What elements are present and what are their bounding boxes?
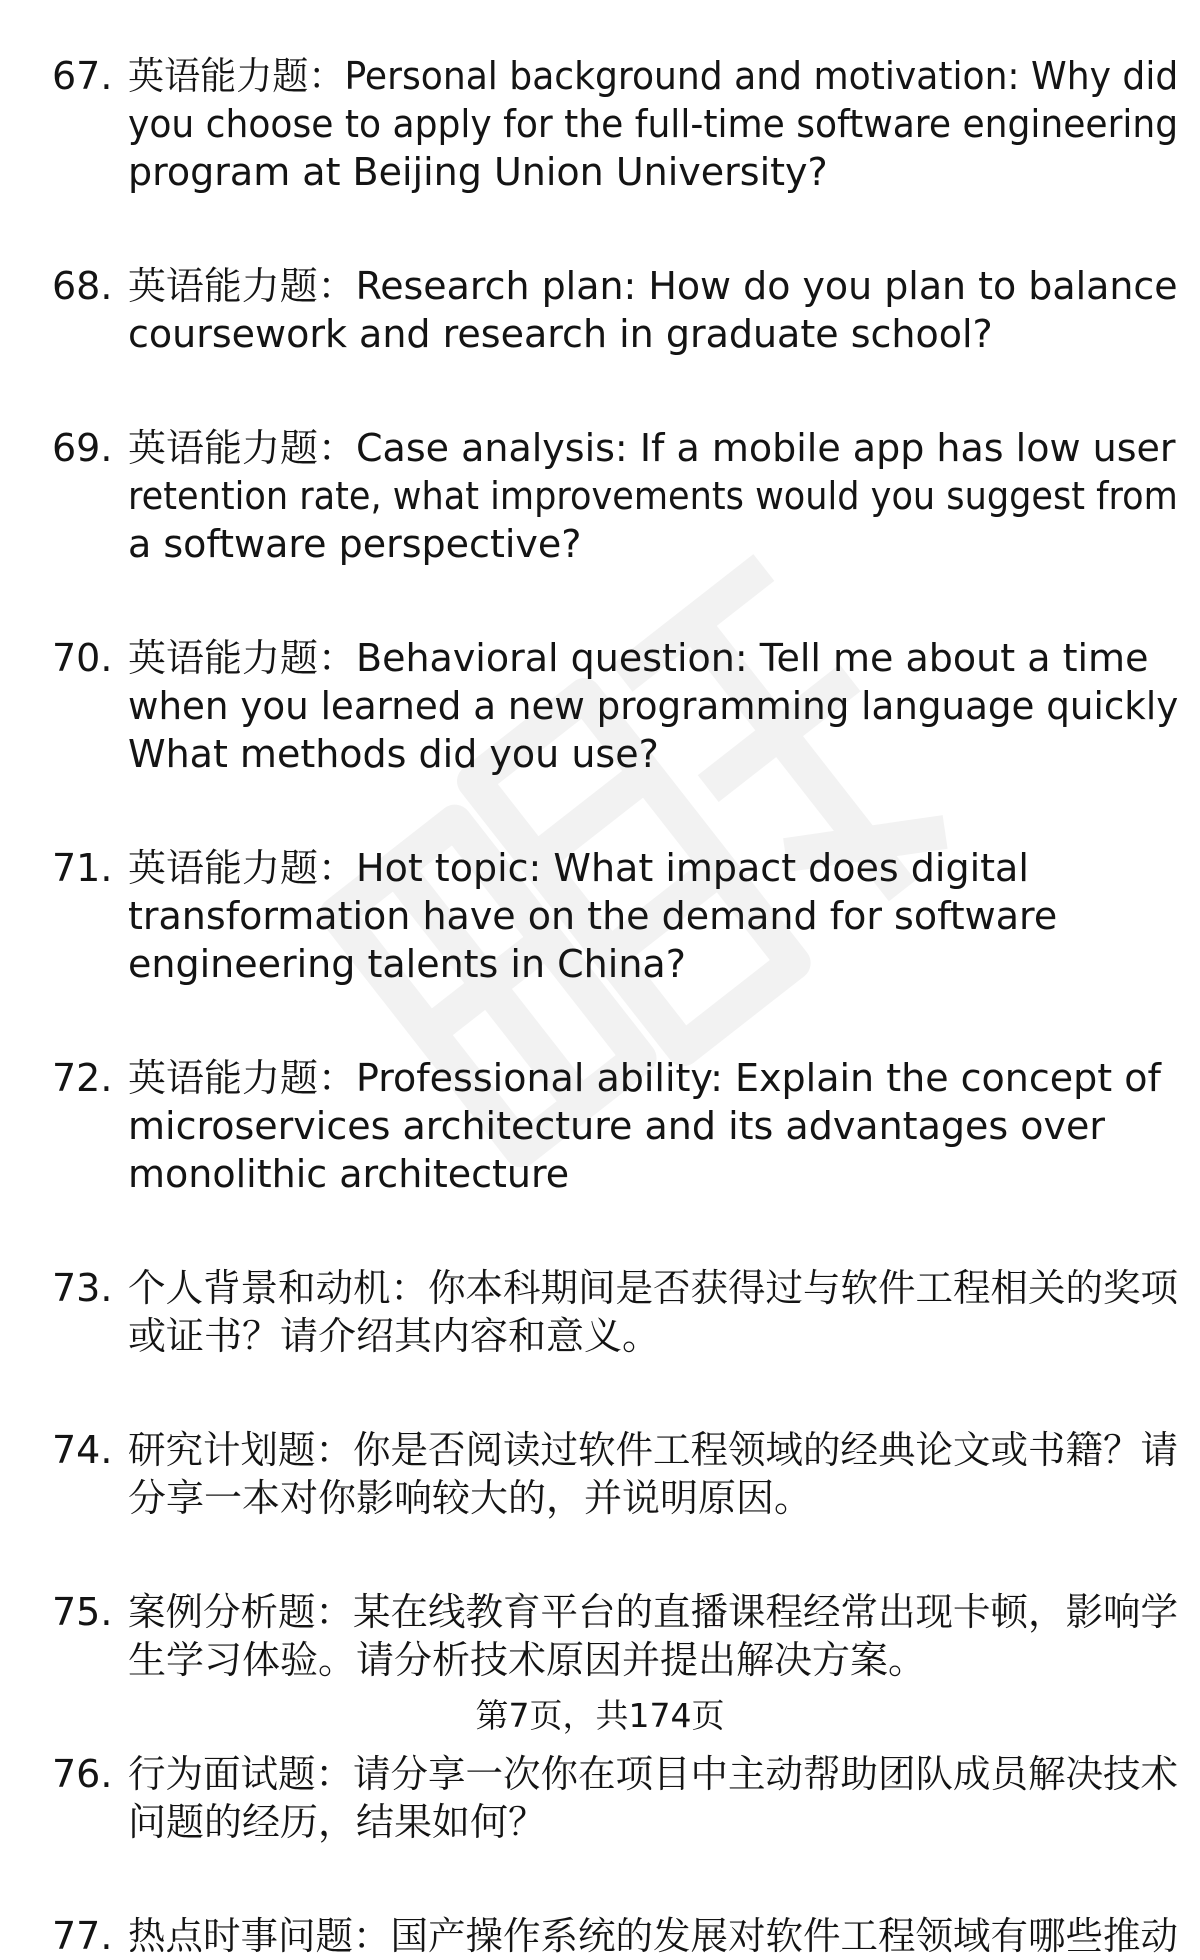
question-text	[128, 1912, 1178, 1960]
question-number: 70.	[52, 636, 113, 680]
question-text-line: What methods did you use?	[128, 732, 659, 776]
question-text-line: 行为面试题：请分享一次你在项目中主动帮助团队成员解决技术	[128, 1752, 1178, 1796]
question-number: 73.	[52, 1266, 113, 1310]
question-text-line: 研究计划题：你是否阅读过软件工程领域的经典论文或书籍？请	[128, 1428, 1178, 1472]
question-text	[128, 1264, 1178, 1360]
question-text-line: 热点时事问题：国产操作系统的发展对软件工程领域有哪些推动	[128, 1914, 1178, 1958]
question-text-line: 生学习体验。请分析技术原因并提出解决方案。	[128, 1638, 927, 1682]
question-text-line: a software perspective?	[128, 522, 582, 566]
question-text-line: program at Beijing Union University?	[128, 150, 828, 194]
question-text-line: monolithic architecture	[128, 1152, 570, 1196]
question-text-line: coursework and research in graduate school?	[128, 312, 993, 356]
question-text-line: 英语能力题：Hot topic: What impact does digital	[128, 846, 1029, 890]
question-number: 76.	[52, 1752, 113, 1796]
question-text	[128, 1054, 1178, 1198]
question-text	[128, 424, 1178, 568]
question-text-line: retention rate, what improvements would you suggest from	[128, 474, 1178, 518]
question-text-line: when you learned a new programming language quickly	[128, 684, 1179, 728]
question-text-line: microservices architecture and its advantages over	[128, 1104, 1105, 1148]
question-text-line: 个人背景和动机：你本科期间是否获得过与软件工程相关的奖项	[128, 1266, 1178, 1310]
question-text-line: 案例分析题：某在线教育平台的直播课程经常出现卡顿，影响学	[128, 1590, 1178, 1634]
question-number: 72.	[52, 1056, 113, 1100]
question-text	[128, 634, 1178, 778]
question-number: 77.	[52, 1914, 113, 1958]
question-text-line: engineering talents in China?	[128, 942, 686, 986]
question-number: 75.	[52, 1590, 113, 1634]
question-text	[128, 1750, 1178, 1846]
question-text-line: 问题的经历，结果如何？	[128, 1800, 547, 1844]
question-text	[128, 52, 1178, 196]
question-text	[128, 262, 1178, 358]
question-text-line: you choose to apply for the full-time software engineering	[128, 102, 1179, 146]
question-text-line: 分享一本对你影响较大的，并说明原因。	[128, 1476, 813, 1520]
question-text	[128, 844, 1178, 988]
question-text-line: 英语能力题：Behavioral question: Tell me about a time	[128, 636, 1149, 680]
question-number: 71.	[52, 846, 113, 890]
question-text	[128, 1426, 1178, 1522]
question-text-line: transformation have on the demand for software	[128, 894, 1058, 938]
question-number: 67.	[52, 54, 113, 98]
question-text-line: 英语能力题：Case analysis: If a mobile app has low user	[128, 426, 1176, 470]
question-text-line: 英语能力题：Personal background and motivation: Why did	[128, 54, 1179, 98]
question-text-line: 或证书？请介绍其内容和意义。	[128, 1314, 661, 1358]
question-number: 68.	[52, 264, 113, 308]
question-text-line: 英语能力题：Professional ability: Explain the concept of	[128, 1056, 1161, 1100]
question-text-line: 英语能力题：Research plan: How do you plan to balance	[128, 264, 1178, 308]
page-number-footer: 第7页，共174页	[475, 1696, 725, 1735]
question-text	[128, 1588, 1178, 1684]
question-number: 69.	[52, 426, 113, 470]
question-number: 74.	[52, 1428, 113, 1472]
